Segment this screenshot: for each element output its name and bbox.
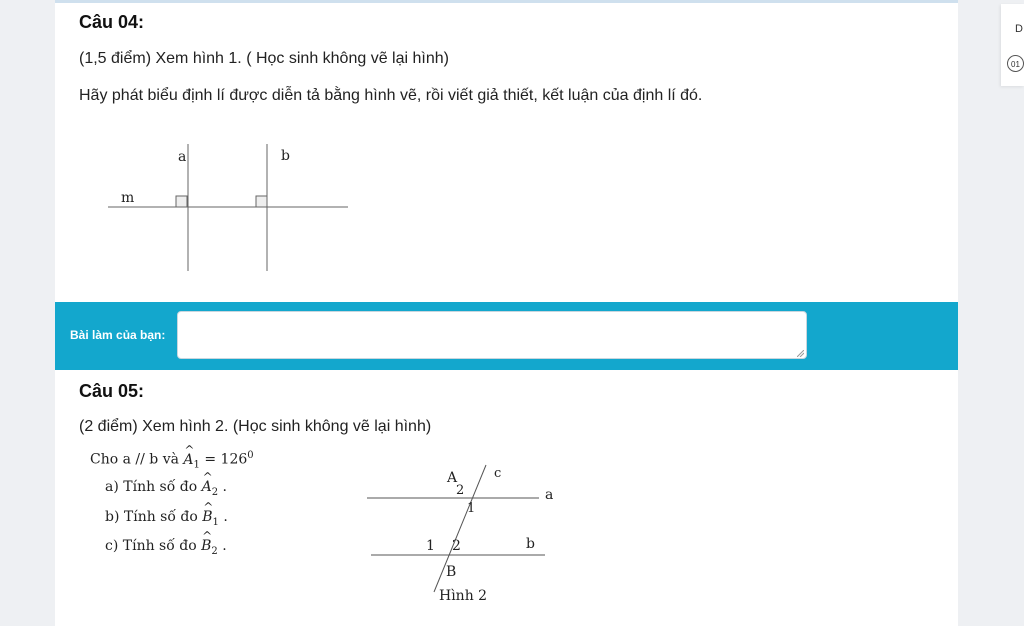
label-a: a [178, 149, 187, 165]
question-04-body: Hãy phát biểu định lí được diễn tả bằng hình vẽ, rồi viết giả thiết, kết luận của định lí đó. [79, 87, 703, 104]
task-c-prefix: c) Tính số đo [105, 538, 202, 554]
answer-label: Bài làm của bạn: [70, 328, 166, 342]
question-05-prompt: (2 điểm) Xem hình 2. (Học sinh không vẽ lại hình) [79, 418, 432, 435]
fig2-label-A1: 1 [467, 501, 476, 516]
resize-grip-icon[interactable] [797, 350, 804, 357]
given-lead: Cho a // b và [90, 451, 184, 468]
task-a-angle: ^ A [202, 479, 212, 495]
figure-2 [55, 370, 958, 626]
side-panel [1001, 4, 1024, 86]
right-angle-mark-b [256, 196, 267, 207]
fig2-caption: Hình 2 [439, 588, 488, 604]
fig2-label-a: a [545, 487, 554, 503]
fig2-label-A: A [447, 470, 458, 486]
given-angle-sub: 1 [193, 459, 200, 471]
right-angle-mark-a [176, 196, 187, 207]
given-angle: ^ A [183, 452, 193, 468]
task-b-prefix: b) Tính số đo [105, 509, 203, 525]
task-a-suffix: . [218, 479, 228, 495]
answer-bar [55, 302, 958, 370]
task-a-prefix: a) Tính số đo [105, 479, 202, 495]
task-c-suffix: . [217, 538, 227, 554]
question-nav-badge[interactable]: 01 [1007, 55, 1024, 72]
task-b-suffix: . [218, 509, 228, 525]
task-c-angle: ^ B [201, 538, 211, 554]
fig2-label-B: B [446, 564, 457, 580]
side-panel-text: D [1015, 23, 1023, 35]
label-m: m [121, 190, 135, 206]
fig2-label-B1: 1 [426, 538, 435, 554]
question-04-title: Câu 04: [79, 12, 145, 32]
fig2-label-A2: 2 [456, 483, 465, 498]
fig2-label-B2: 2 [452, 538, 461, 554]
fig2-label-c: c [494, 466, 502, 481]
question-04-prompt: (1,5 điểm) Xem hình 1. ( Học sinh không vẽ lại hình) [79, 50, 449, 67]
task-c-sub: 2 [211, 545, 218, 557]
label-b: b [281, 148, 290, 164]
task-a-sub: 2 [211, 486, 219, 498]
task-b-angle: ^ B [202, 509, 212, 525]
given-degree: 0 [247, 450, 254, 461]
given-eq: = 126 [199, 451, 248, 468]
fig2-label-b: b [526, 536, 535, 552]
question-04-card [55, 3, 958, 302]
answer-textarea[interactable] [177, 311, 807, 359]
figure-1 [55, 3, 958, 302]
task-b-sub: 1 [212, 516, 219, 528]
question-05-title: Câu 05: [79, 381, 145, 401]
question-05-card [55, 370, 958, 626]
